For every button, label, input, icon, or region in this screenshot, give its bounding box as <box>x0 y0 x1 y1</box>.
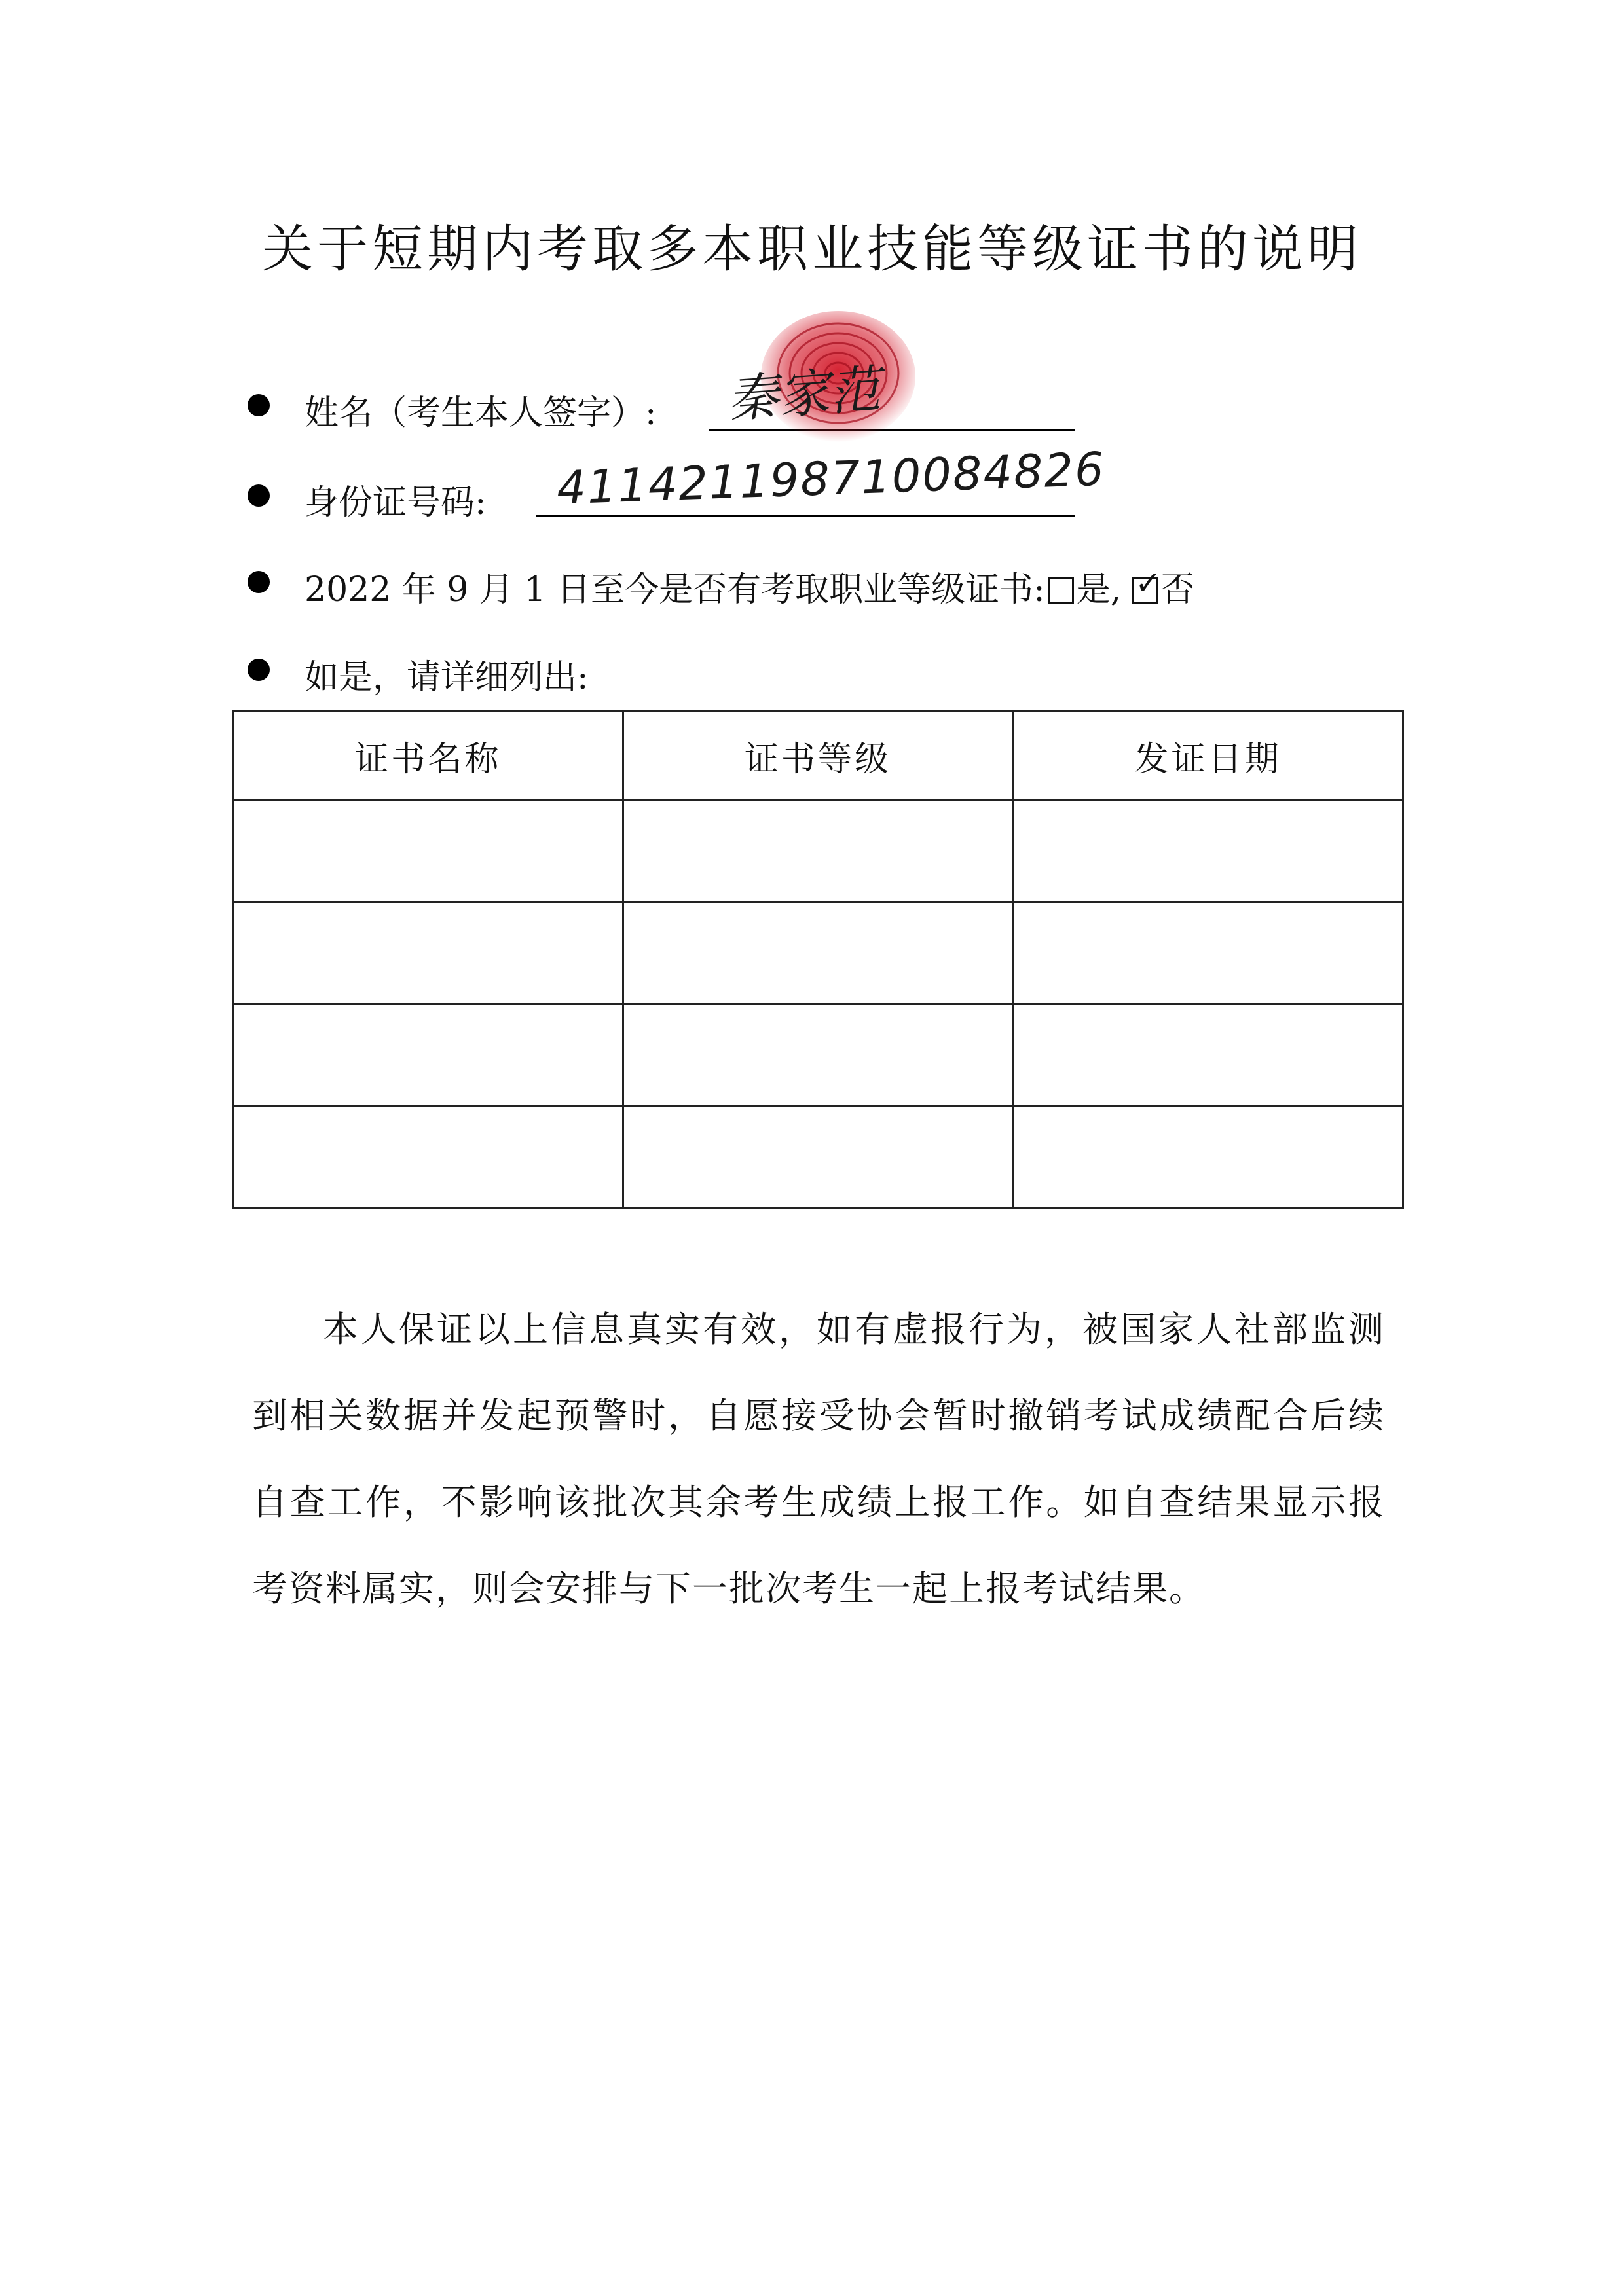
table-cell[interactable] <box>623 800 1013 902</box>
bullet-question <box>248 571 270 593</box>
option-no-label: 否 <box>1160 570 1195 610</box>
header-issue-date: 发证日期 <box>1013 712 1403 800</box>
table-cell[interactable] <box>623 1004 1013 1106</box>
id-underline <box>536 515 1075 517</box>
table-cell[interactable] <box>1013 902 1403 1004</box>
certificate-question-row <box>304 562 1194 611</box>
table-cell[interactable] <box>233 800 623 902</box>
name-signature: 秦家范 <box>725 359 883 430</box>
header-cert-level: 证书等级 <box>623 712 1013 800</box>
checkbox-yes[interactable] <box>1048 577 1074 604</box>
name-label: 姓名（考生本人签字）: <box>304 393 657 433</box>
bullet-list <box>248 659 270 681</box>
table-cell[interactable] <box>1013 800 1403 902</box>
table-cell[interactable] <box>1013 1004 1403 1106</box>
check-mark-icon: ✓ <box>1135 565 1162 602</box>
list-prompt: 如是，请详细列出: <box>304 658 589 697</box>
id-label: 身份证号码: <box>304 483 487 522</box>
bullet-id <box>248 484 270 507</box>
table-cell[interactable] <box>623 1106 1013 1209</box>
table-cell[interactable] <box>233 1004 623 1106</box>
header-cert-name: 证书名称 <box>233 712 623 800</box>
bullet-name <box>248 394 270 416</box>
certificate-question: 2022 年 9 月 1 日至今是否有考取职业等级证书: <box>304 570 1045 610</box>
certificate-table <box>232 710 1404 1209</box>
table-row <box>233 1004 1403 1106</box>
table-cell[interactable] <box>233 902 623 1004</box>
table-cell[interactable] <box>233 1106 623 1209</box>
checkbox-no[interactable] <box>1132 565 1162 604</box>
table-row <box>233 902 1403 1004</box>
table-row <box>233 800 1403 902</box>
table-cell[interactable] <box>623 902 1013 1004</box>
table-row <box>233 1106 1403 1209</box>
page-title: 关于短期内考取多本职业技能等级证书的说明 <box>261 220 1362 279</box>
option-yes-label: 是, <box>1076 570 1122 610</box>
table-header-row <box>233 712 1403 800</box>
id-number-handwritten: 411421198710084826 <box>555 442 1106 515</box>
table-cell[interactable] <box>1013 1106 1403 1209</box>
declaration-paragraph: 本人保证以上信息真实有效，如有虚报行为，被国家人社部监测到相关数据并发起预警时，自愿接受协会暂时撤销考试成绩配合后续自查工作，不影响该批次其余考生成绩上报工作。如自查结果显示报考资料属实，则会安排与下一批次考生一起上报考试结果。 <box>252 1309 1385 1609</box>
